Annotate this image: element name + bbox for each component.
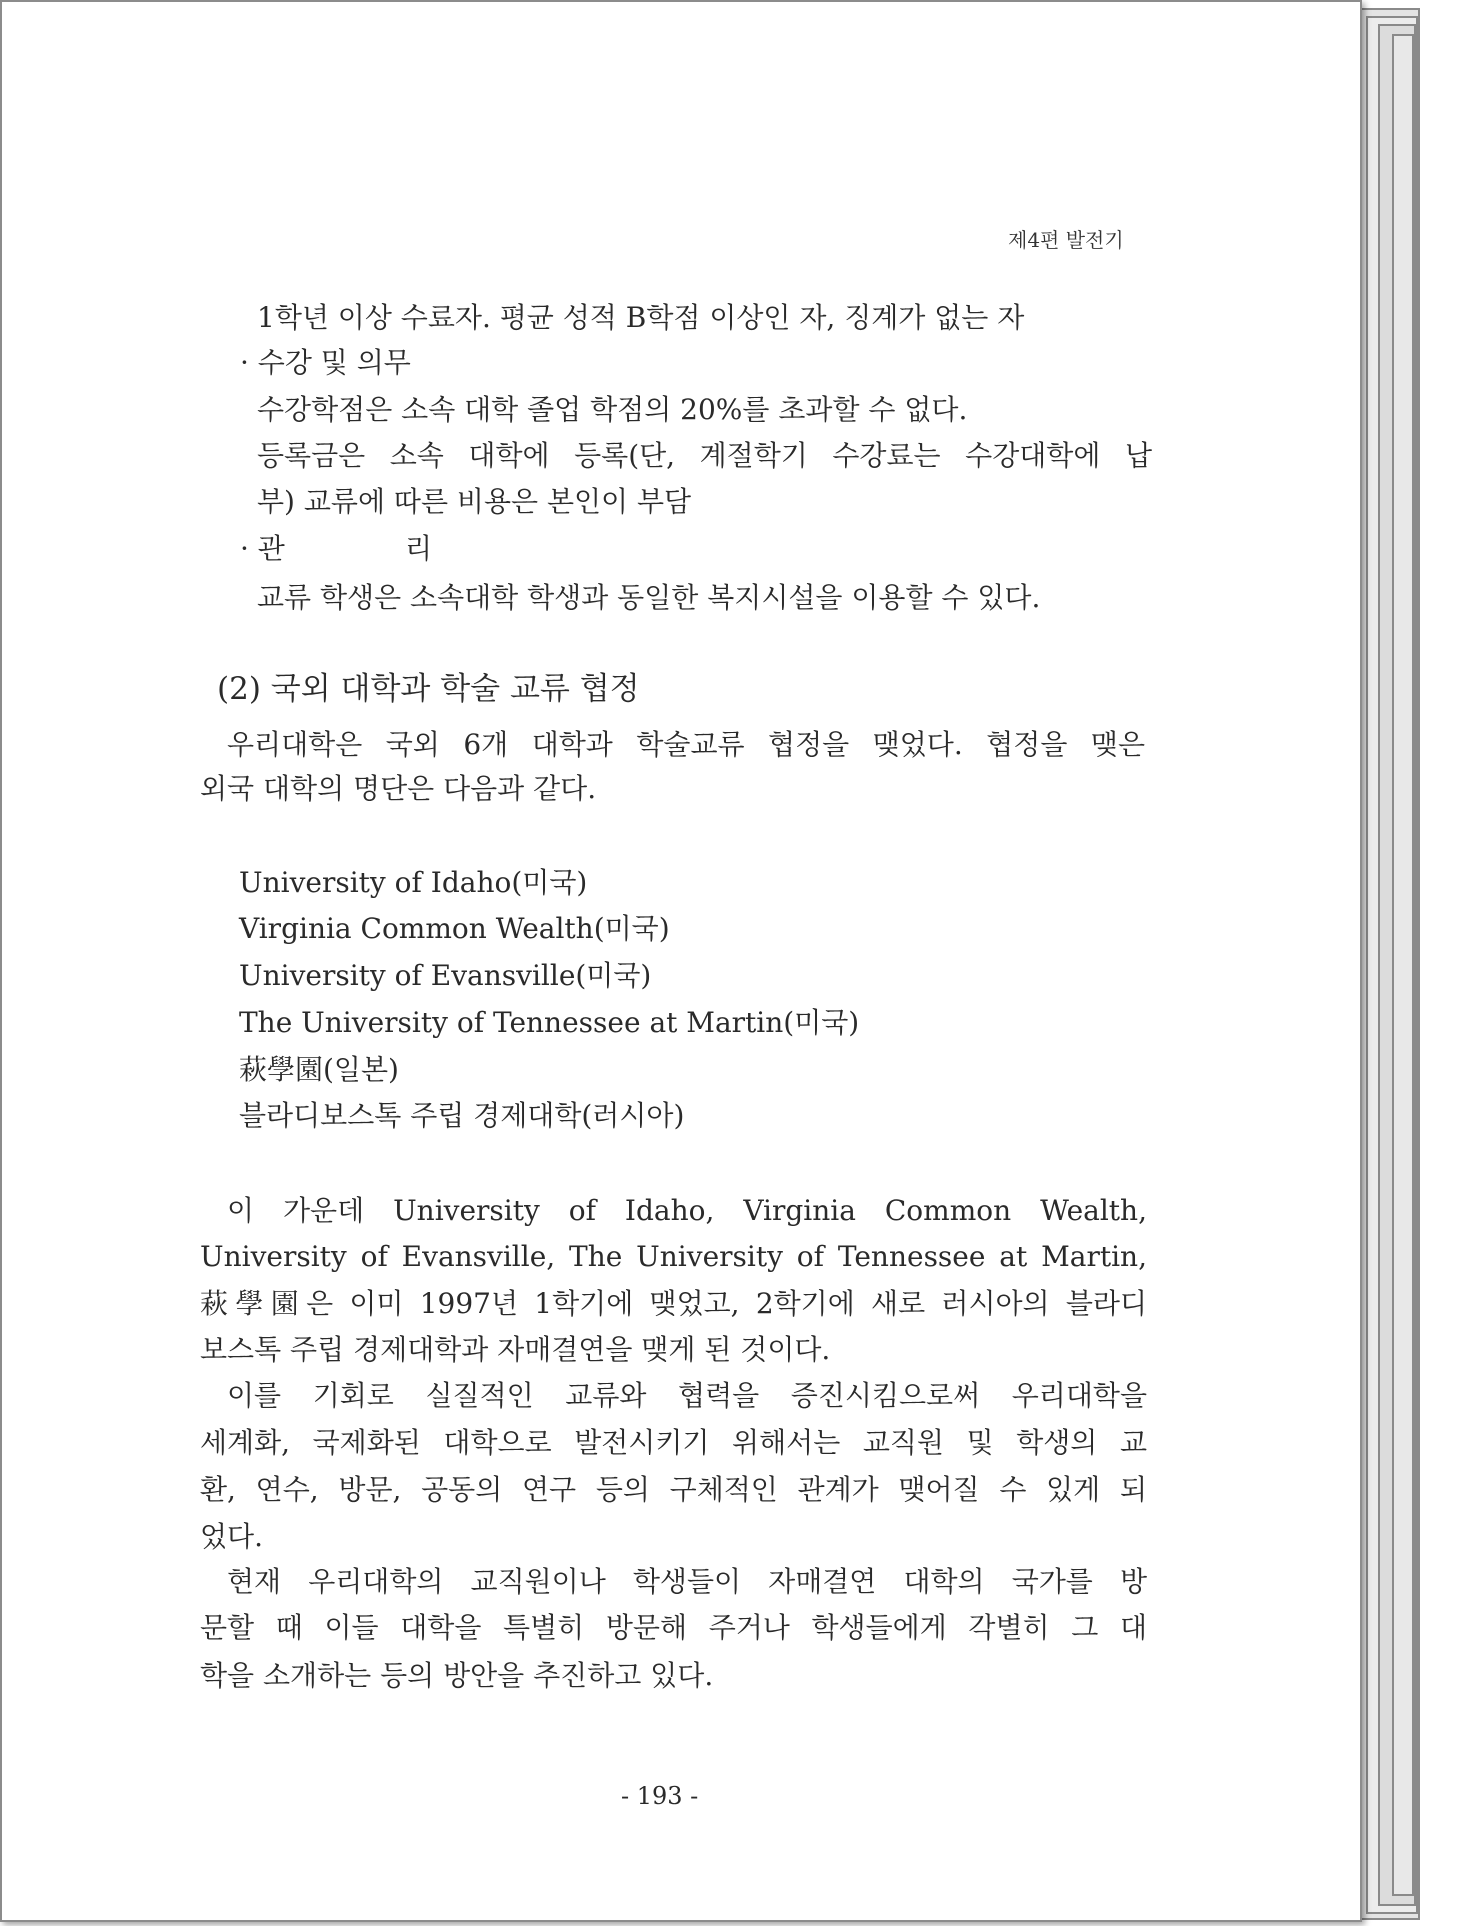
body-line: 환, 연수, 방문, 공동의 연구 등의 구체적인 관계가 맺어질 수 있게 되 (200, 1473, 1147, 1506)
page-number: - 193 - (621, 1782, 699, 1810)
courses-line: 수강학점은 소속 대학 졸업 학점의 20%를 초과할 수 없다. (257, 393, 968, 426)
university-list-item: The University of Tennessee at Martin(미국) (239, 1006, 860, 1039)
body-line: 보스톡 주립 경제대학과 자매결연을 맺게 된 것이다. (200, 1333, 831, 1366)
page-edge-stack (1392, 34, 1414, 1896)
university-list-item: University of Evansville(미국) (239, 959, 652, 992)
body-line: 학을 소개하는 등의 방안을 추진하고 있다. (200, 1659, 714, 1692)
section-title: (2) 국외 대학과 학술 교류 협정 (217, 671, 640, 707)
university-list-item: University of Idaho(미국) (239, 866, 588, 899)
university-list-item: 萩學園(일본) (239, 1053, 399, 1086)
body-line: 이 가운데 University of Idaho, Virginia Common Wealth, (227, 1194, 1147, 1227)
university-list-item: 블라디보스톡 주립 경제대학(러시아) (239, 1099, 685, 1132)
management-heading-tail: 리 (405, 532, 433, 565)
university-list-item: Virginia Common Wealth(미국) (239, 912, 670, 945)
eligibility-line: 1학년 이상 수료자. 평균 성적 B학점 이상인 자, 징계가 없는 자 (257, 301, 1025, 334)
courses-line: 부) 교류에 따른 비용은 본인이 부담 (257, 485, 692, 518)
courses-line: 등록금은 소속 대학에 등록(단, 계절학기 수강료는 수강대학에 납 (257, 439, 1152, 472)
body-line: 현재 우리대학의 교직원이나 학생들이 자매결연 대학의 국가를 방 (227, 1565, 1147, 1598)
body-line: 세계화, 국제화된 대학으로 발전시키기 위해서는 교직원 및 학생의 교 (200, 1426, 1147, 1459)
body-line: University of Evansville, The University of Tennessee at Martin, (200, 1240, 1147, 1273)
section-intro-line: 우리대학은 국외 6개 대학과 학술교류 협정을 맺었다. 협정을 맺은 (227, 728, 1145, 761)
body-line: 이를 기회로 실질적인 교류와 협력을 증진시킴으로써 우리대학을 (227, 1379, 1147, 1412)
running-head: 제4편 발전기 (1008, 228, 1124, 252)
body-line: 었다. (200, 1520, 263, 1553)
section-intro-line: 외국 대학의 명단은 다음과 같다. (200, 772, 597, 805)
body-line: 문할 때 이들 대학을 특별히 방문해 주거나 학생들에게 각별히 그 대 (200, 1611, 1147, 1644)
management-heading: · 관 (240, 532, 285, 565)
body-line: 萩學園은 이미 1997년 1학기에 맺었고, 2학기에 새로 러시아의 블라디 (200, 1287, 1147, 1320)
management-line: 교류 학생은 소속대학 학생과 동일한 복지시설을 이용할 수 있다. (257, 581, 1041, 614)
courses-heading: · 수강 및 의무 (240, 346, 411, 379)
